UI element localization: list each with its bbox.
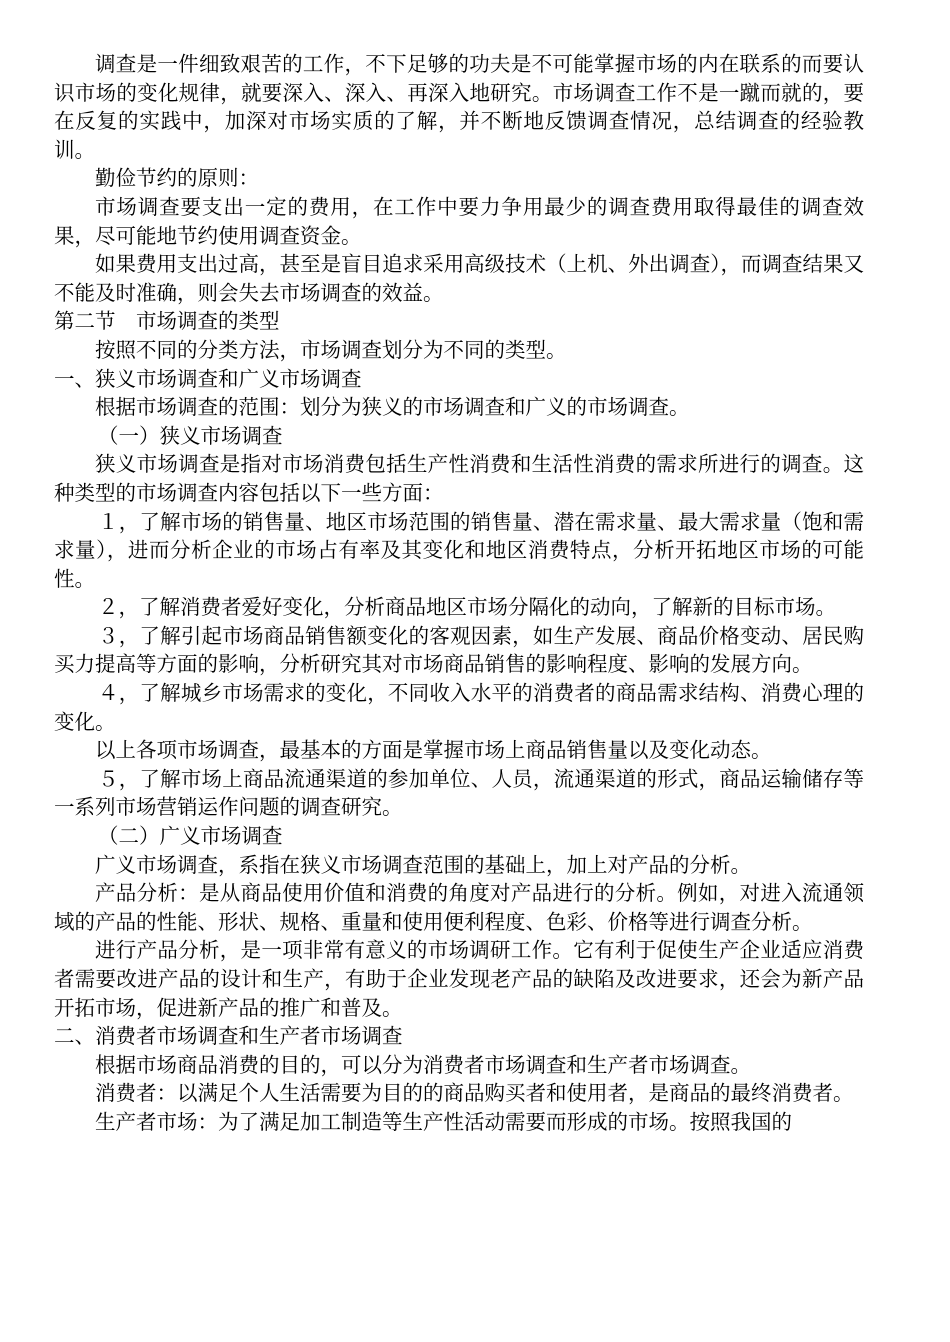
list-item-4: ４，了解城乡市场需求的变化，不同收入水平的消费者的商品需求结构、消费心理的变化。 <box>54 681 864 734</box>
list-item-1: １，了解市场的销售量、地区市场范围的销售量、潜在需求量、最大需求量（饱和需求量），进而分析企业的市场占有率及其变化和地区消费特点，分析开拓地区市场的可能性。 <box>54 509 864 591</box>
heading-narrow-broad: 一、狭义市场调查和广义市场调查 <box>54 366 362 391</box>
paragraph-investigation-hard-work: 调查是一件细致艰苦的工作，不下足够的功夫是不可能掌握市场的内在联系的而要认识市场的变化规律，就要深入、深入、再深入地研究。市场调查工作不是一蹴而就的，要在反复的实践中，加深对市场实质的了解，并不断地反馈调查情况，总结调查的经验教训。 <box>54 52 864 162</box>
list-item-5: ５，了解市场上商品流通渠道的参加单位、人员，流通渠道的形式，商品运输储存等一系列市场营销运作问题的调查研究。 <box>54 766 864 820</box>
subheading-narrow: （一）狭义市场调查 <box>98 423 283 448</box>
paragraph-consumer-definition: 消费者：以满足个人生活需要为目的的商品购买者和使用者，是商品的最终消费者。 <box>95 1081 854 1106</box>
subheading-broad: （二）广义市场调查 <box>98 824 283 849</box>
paragraph-narrow-definition: 狭义市场调查是指对市场消费包括生产性消费和生活性消费的需求所进行的调查。这种类型的市场调查内容包括以下一些方面： <box>54 452 864 505</box>
document-page <box>54 50 864 1137</box>
paragraph-broad-definition: 广义市场调查，系指在狭义市场调查范围的基础上，加上对产品的分析。 <box>95 852 751 877</box>
paragraph-producer-market: 生产者市场：为了满足加工制造等生产性活动需要而形成的市场。按照我国的 <box>95 1109 792 1134</box>
paragraph-product-analysis-meaning: 进行产品分析，是一项非常有意义的市场调研工作。它有利于促使生产企业适应消费者需要改进产品的设计和生产，有助于企业发现老产品的缺陷及改进要求，还会为新产品开拓市场，促进新产品的推广和普及。 <box>54 938 864 1020</box>
paragraph-basic-aspect: 以上各项市场调查，最基本的方面是掌握市场上商品销售量以及变化动态。 <box>95 738 772 763</box>
heading-consumer-producer: 二、消费者市场调查和生产者市场调查 <box>54 1024 403 1049</box>
paragraph-scope: 根据市场调查的范围：划分为狭义的市场调查和广义的市场调查。 <box>95 395 690 420</box>
list-item-2: ２，了解消费者爱好变化，分析商品地区市场分隔化的动向，了解新的目标市场。 <box>98 595 836 620</box>
paragraph-frugality-excess: 如果费用支出过高，甚至是盲目追求采用高级技术（上机、外出调查），而调查结果又不能及时准确，则会失去市场调查的效益。 <box>54 252 864 305</box>
list-item-3: ３，了解引起市场商品销售额变化的客观因素，如生产发展、商品价格变动、居民购买力提高等方面的影响，分析研究其对市场商品销售的影响程度、影响的发展方向。 <box>54 623 864 677</box>
paragraph-purpose: 根据市场商品消费的目的，可以分为消费者市场调查和生产者市场调查。 <box>95 1052 751 1077</box>
paragraph-product-analysis: 产品分析：是从商品使用价值和消费的角度对产品进行的分析。例如，对进入流通领域的产品的性能、形状、规格、重量和使用便利程度、色彩、价格等进行调查分析。 <box>54 881 864 934</box>
principle-heading-frugality: 勤俭节约的原则： <box>95 166 259 191</box>
section-heading-types: 第二节 市场调查的类型 <box>54 309 280 334</box>
paragraph-frugality-cost: 市场调查要支出一定的费用，在工作中要力争用最少的调查费用取得最佳的调查效果，尽可能地节约使用调查资金。 <box>54 194 864 248</box>
paragraph-types-intro: 按照不同的分类方法，市场调查划分为不同的类型。 <box>95 337 567 362</box>
